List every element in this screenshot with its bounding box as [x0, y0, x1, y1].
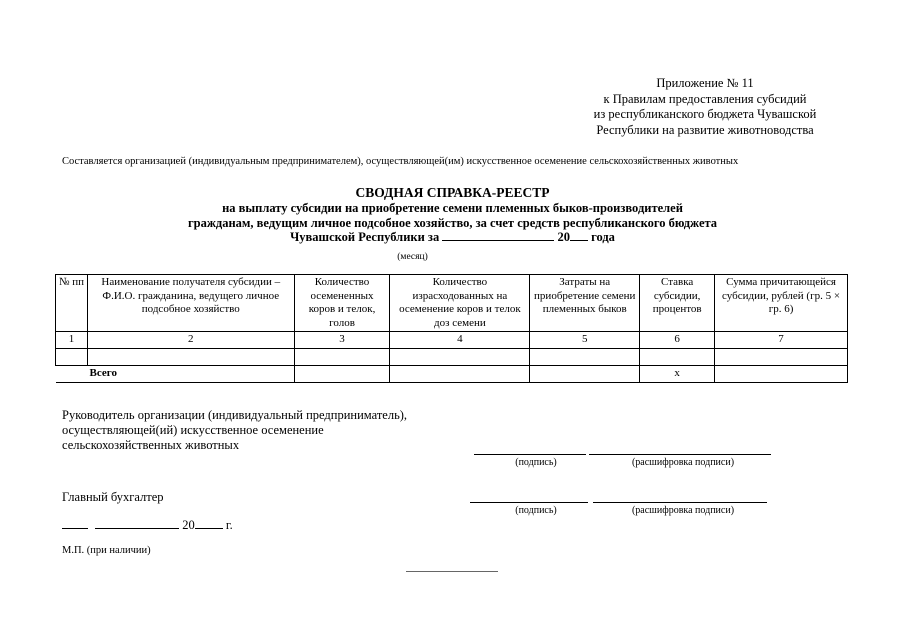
date-line: [62, 518, 233, 533]
table-cell[interactable]: [294, 365, 390, 382]
head-signatory: [62, 408, 407, 453]
column-header: Затраты на приобретение семени племенных быков: [530, 275, 640, 332]
column-number: 3: [294, 332, 390, 349]
compiled-by-note: Составляется организацией (индивидуальным предпринимателем), осуществляющей(им) искусственное осеменение сельскохозяйственных животных: [62, 156, 739, 167]
column-number: 5: [530, 332, 640, 349]
head-decoding-caption: (расшифровка подписи): [631, 457, 735, 468]
table-cell[interactable]: [530, 365, 640, 382]
column-header: Сумма причитающейся субсидии, рублей (гр. 5 × гр. 6): [715, 275, 848, 332]
column-header: Ставка субсидии, процентов: [640, 275, 715, 332]
date-year: 20: [182, 518, 195, 532]
table-cell[interactable]: [390, 365, 530, 382]
appendix-line: Республики на развитие животноводства: [596, 122, 814, 137]
total-row: [56, 365, 848, 382]
column-number: 4: [390, 332, 530, 349]
column-header: Количество осемененных коров и телок, голов: [294, 275, 390, 332]
title-main: СВОДНАЯ СПРАВКА-РЕЕСТР: [355, 185, 550, 200]
chief-signature-line[interactable]: [470, 502, 588, 503]
total-label: Всего: [56, 365, 295, 382]
title-period-prefix: Чувашской Республики за: [290, 230, 440, 245]
year-blank[interactable]: [570, 240, 588, 241]
head-signatory-line: сельскохозяйственных животных: [62, 438, 240, 452]
year-blank[interactable]: [195, 528, 223, 529]
table-cell[interactable]: [715, 348, 848, 365]
column-numbers-row: [56, 332, 848, 349]
total-rate: х: [640, 365, 715, 382]
head-signatory-line: Руководитель организации (индивидуальный предприниматель),: [62, 408, 408, 422]
title-period-line: [0, 230, 905, 245]
stamp-note: М.П. (при наличии): [62, 545, 151, 556]
head-decoding-line[interactable]: [589, 454, 771, 455]
head-signature-caption: (подпись): [515, 457, 557, 468]
appendix-line: из республиканского бюджета Чувашской: [593, 107, 817, 121]
column-header: Наименование получателя субсидии – Ф.И.О. гражданина, ведущего личное подсобное хозяйство: [87, 275, 294, 332]
head-signatory-line: осуществляющей(ий) искусственное осеменение: [62, 423, 324, 437]
column-number: 7: [715, 332, 848, 349]
appendix-line: Приложение № 11: [656, 76, 754, 90]
date-suffix: г.: [225, 518, 233, 532]
title-line: гражданам, ведущим личное подсобное хозяйство, за счет средств республиканского бюджета: [187, 215, 718, 230]
table-cell[interactable]: [640, 348, 715, 365]
table-cell[interactable]: [390, 348, 530, 365]
chief-decoding-caption: (расшифровка подписи): [631, 505, 735, 516]
appendix-line: к Правилам предоставления субсидий: [603, 91, 807, 106]
table-header-row: [56, 275, 848, 332]
table-cell[interactable]: [715, 365, 848, 382]
month-caption: (месяц): [397, 252, 428, 262]
chief-accountant-label: Главный бухгалтер: [62, 490, 164, 504]
document-title: [0, 186, 905, 245]
chief-signature-caption: (подпись): [515, 505, 557, 516]
column-header: Количество израсходованных на осеменение коров и телок доз семени: [390, 275, 530, 332]
month-blank[interactable]: [95, 528, 179, 529]
column-number: 1: [56, 332, 88, 349]
title-period-suffix: года: [591, 230, 615, 245]
table-row: [56, 348, 848, 365]
footer-line: [406, 571, 498, 572]
title-year: 20: [557, 230, 570, 245]
title-line: на выплату субсидии на приобретение семени племенных быков-производителей: [222, 200, 683, 215]
table-cell[interactable]: [56, 348, 88, 365]
day-blank[interactable]: [62, 528, 88, 529]
table-cell[interactable]: [87, 348, 294, 365]
table-cell[interactable]: [294, 348, 390, 365]
column-number: 2: [87, 332, 294, 349]
column-header: № пп: [56, 275, 88, 332]
chief-decoding-line[interactable]: [593, 502, 767, 503]
head-signature-line[interactable]: [474, 454, 586, 455]
registry-table: [55, 274, 848, 383]
column-number: 6: [640, 332, 715, 349]
month-blank[interactable]: [442, 240, 554, 241]
table-cell[interactable]: [530, 348, 640, 365]
appendix-block: [575, 76, 835, 138]
